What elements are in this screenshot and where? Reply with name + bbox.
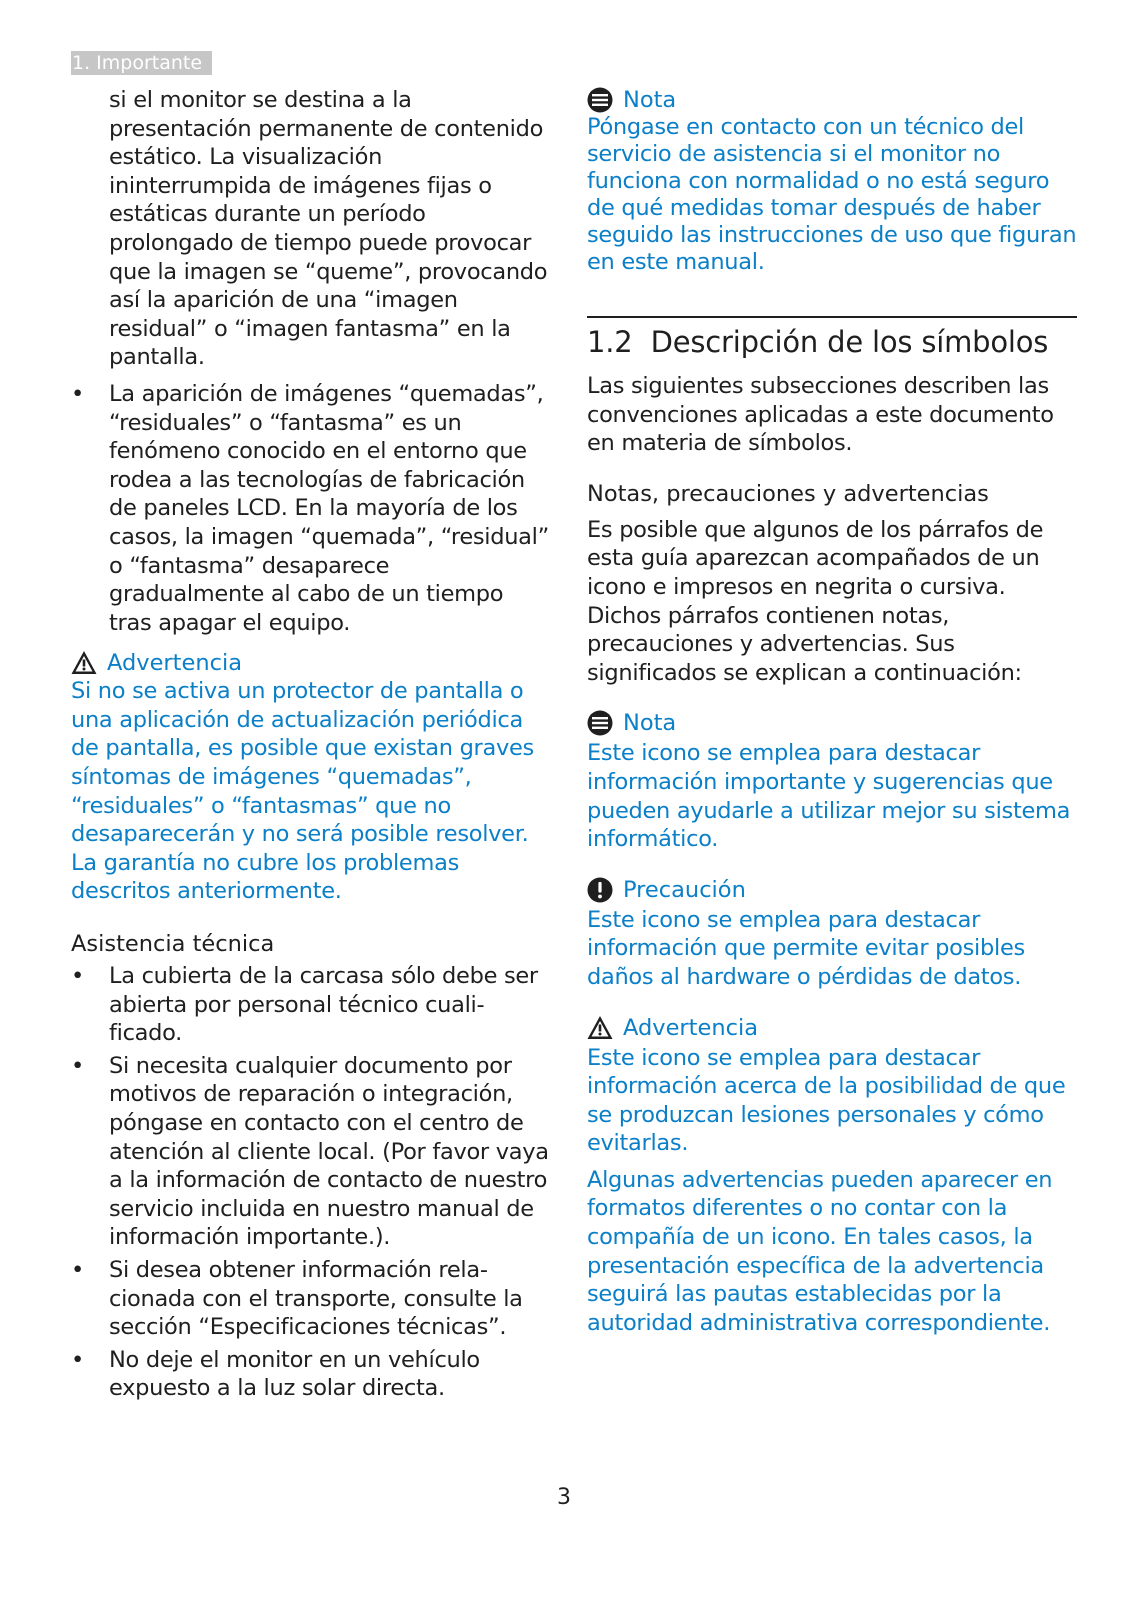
list-item: • No deje el monitor en un vehículo expuesto a la luz solar directa.: [71, 1346, 551, 1403]
subheading: Notas, precauciones y advertencias: [587, 480, 989, 507]
note-text: Este icono se emplea para destacar información importante y sugerencias que pueden ayudarle a utilizar mejor su sistema informático.: [587, 740, 1071, 853]
warning-triangle-icon: [587, 1015, 613, 1041]
right-column: [587, 86, 1077, 1337]
warning-heading: [71, 649, 551, 677]
warning-text-extra: Algunas advertencias pueden aparecer en formatos diferentes o no contar con la compañía de un icono. En tales casos, la presentación específica de la advertencia seguirá las pautas establecidas por la autoridad administrativa correspondiente.: [587, 1166, 1053, 1336]
note-icon: [587, 710, 613, 736]
note-icon: [587, 87, 613, 113]
list-item: • Si desea obtener información rela- cionada con el transporte, consulte la sección “Especificaciones técnicas”.: [71, 1256, 551, 1342]
body-paragraph: Es posible que algunos de los párrafos de esta guía aparezcan acompañados de un icono e impresos en negrita o cursiva. Dichos párrafos contienen notas, precauciones y advertencias. Sus significados se explican a continuación:: [587, 516, 1044, 686]
tech-support-list: [71, 962, 551, 1403]
caution-icon: [587, 877, 613, 903]
note-label: Nota: [623, 87, 677, 113]
section-tag: 1. Importante: [71, 51, 212, 75]
caution-text: Este icono se emplea para destacar información que permite evitar posibles daños al hardware o pérdidas de datos.: [587, 906, 1025, 990]
left-column: [71, 86, 551, 1403]
list-item: • La aparición de imágenes “quemadas”, “residuales” o “fantasma” es un fenómeno conocido en el entorno que rodea a las tecnologías de fabricación de paneles LCD. En la mayoría de los casos, la imagen “quemada”, “residual” o “fantasma” desaparece gradualmente al cabo de un tiempo tras apagar el equipo.: [71, 380, 551, 637]
list-item: • Si necesita cualquier documento por motivos de reparación o integración, póngase en contacto con el centro de atención al cliente local. (Por favor vaya a la información de contacto de nuestro servicio incluida en nuestro manual de información importante.).: [71, 1052, 551, 1252]
warning-text: Si no se activa un protector de pantalla o una aplicación de actualización periódica de pantalla, es posible que existan graves síntomas de imágenes “quemadas”, “residuales” o “fantasmas” que no desaparecerán y no será posible resolver. La garantía no cubre los problemas descritos anteriormente.: [71, 678, 534, 905]
warning-triangle-icon: [71, 650, 97, 676]
continued-paragraph: si el monitor se destina a la presentación permanente de contenido estático. La visualización ininterrumpida de imágenes fijas o estáticas durante un período prolongado de tiempo puede provocar que la imagen se “queme”, provocando así la aparición de una “imagen residual” o “imagen fantasma” en la pantalla.: [109, 87, 548, 371]
note-text: Póngase en contacto con un técnico del servicio de asistencia si el monitor no funciona con normalidad o no está seguro de qué medidas tomar después de haber seguido las instrucciones de uso que figuran en este manual.: [587, 114, 1077, 275]
note-heading: [587, 709, 1077, 737]
tech-support-heading: Asistencia técnica: [71, 931, 275, 958]
list-item: • La cubierta de la carcasa sólo debe ser abierta por personal técnico cuali- ficado.: [71, 962, 551, 1048]
note-block: [587, 709, 1077, 853]
warning-label: Advertencia: [623, 1014, 759, 1041]
section-heading: [587, 316, 1077, 360]
warning-text: Este icono se emplea para destacar información acerca de la posibilidad de que se produzcan lesiones personales y cómo evitarlas.: [587, 1044, 1066, 1157]
warning-label: Advertencia: [107, 650, 243, 677]
section-title: Descripción de los símbolos: [650, 325, 1049, 359]
section-number: 1.2: [587, 325, 633, 359]
caution-label: Precaución: [623, 876, 746, 903]
note-top-block: [587, 86, 1077, 276]
caution-heading: [587, 876, 1077, 904]
warning-heading: [587, 1014, 1077, 1042]
warning-block: [71, 649, 551, 906]
warning-block: [587, 1014, 1077, 1338]
note-label: Nota: [623, 710, 677, 737]
note-heading: [587, 86, 1077, 114]
page-number: 3: [557, 1485, 571, 1510]
caution-block: [587, 876, 1077, 992]
burn-in-list: [71, 380, 551, 637]
intro-paragraph: Las siguientes subsecciones describen las convenciones aplicadas a este documento en materia de símbolos.: [587, 373, 1054, 457]
